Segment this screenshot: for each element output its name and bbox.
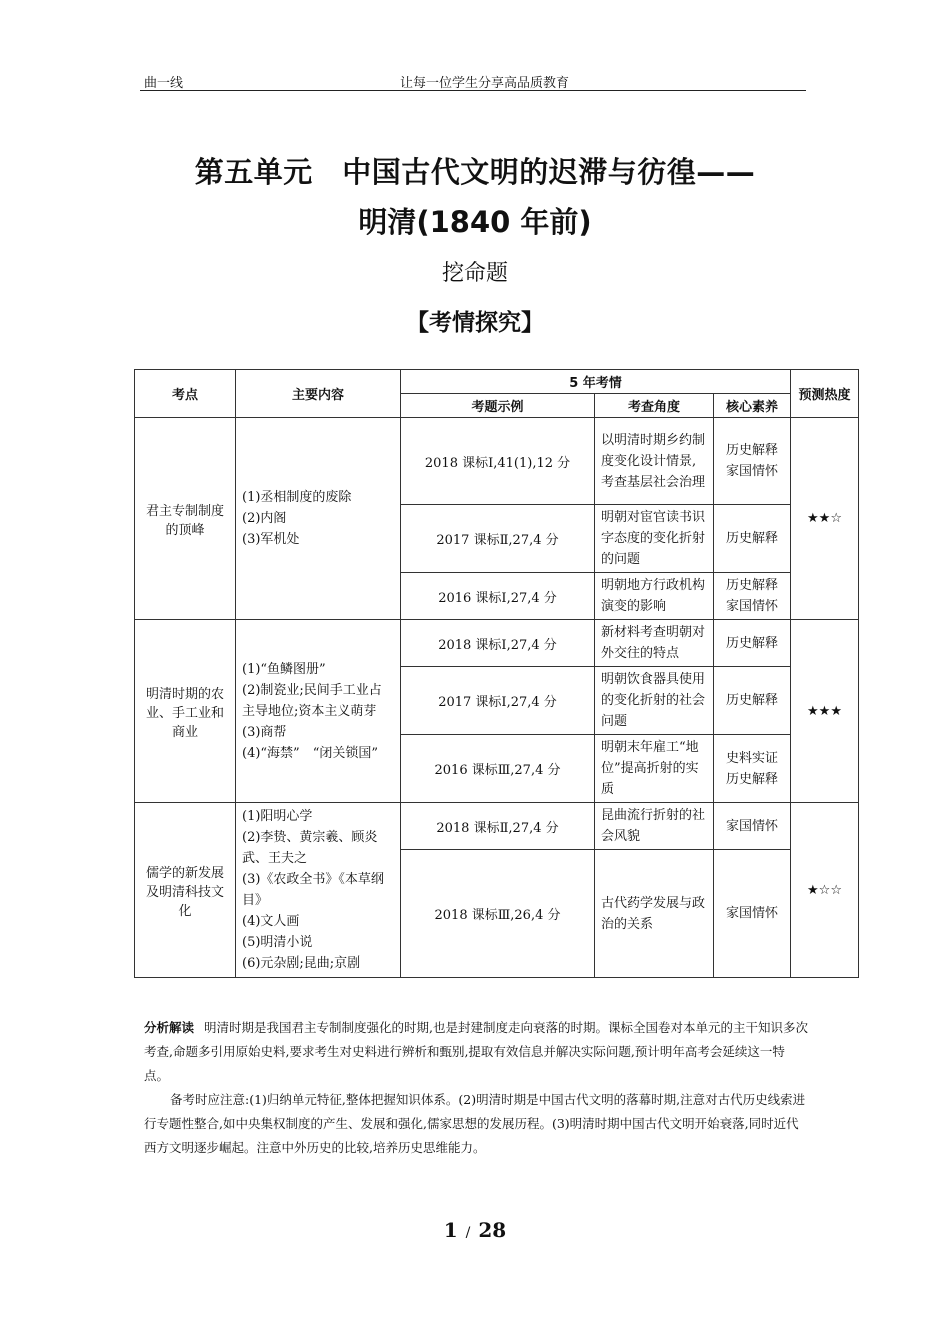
exam-angle: 明朝饮食器具使用的变化折射的社会问题 bbox=[595, 667, 714, 735]
exam-angle: 新材料考查明朝对外交往的特点 bbox=[595, 620, 714, 667]
core-literacy: 家国情怀 bbox=[714, 803, 791, 850]
main-content bbox=[236, 620, 401, 803]
content-item: (4)文人画 bbox=[242, 914, 300, 929]
heat-rating: ★★☆ bbox=[791, 418, 859, 620]
content-item: (1)“鱼鳞图册” bbox=[242, 661, 326, 677]
analysis-paragraph-1 bbox=[144, 1016, 808, 1088]
unit-subtitle: 明清(1840 年前) bbox=[358, 205, 592, 239]
header-slogan: 让每一位学生分享高品质教育 bbox=[400, 76, 570, 91]
core-literacy: 历史解释 家国情怀 bbox=[714, 418, 791, 505]
content-item: (3)军机处 bbox=[242, 532, 300, 547]
exam-example: 2017 课标Ⅰ,27,4 分 bbox=[401, 667, 595, 735]
analysis-paragraph-2: 备考时应注意:(1)归纳单元特征,整体把握知识体系。(2)明清时期是中国古代文明的落幕时期,注意对古代历史线索进行专题性整合,如中央集权制度的产生、发展和强化,儒家思想的发展历程。(3)明清时期中国古代文明开始衰落,同时近代西方文明逐步崛起。注意中外历史的比较,培养历史思维能力。 bbox=[144, 1092, 806, 1155]
exam-point: 儒学的新发展及明清科技文化 bbox=[135, 803, 236, 978]
main-content bbox=[236, 803, 401, 978]
content-item: (2)制瓷业;民间手工业占主导地位;资本主义萌芽 bbox=[242, 682, 382, 719]
exam-angle: 古代药学发展与政治的关系 bbox=[595, 850, 714, 978]
core-literacy: 史料实证 历史解释 bbox=[714, 735, 791, 803]
header-core: 核心素养 bbox=[714, 394, 791, 418]
exam-example: 2016 课标Ⅰ,27,4 分 bbox=[401, 573, 595, 620]
main-content bbox=[236, 418, 401, 620]
header-example: 考题示例 bbox=[401, 394, 595, 418]
heat-rating: ★★★ bbox=[791, 620, 859, 803]
exam-example: 2018 课标Ⅱ,27,4 分 bbox=[401, 803, 595, 850]
header-angle: 考查角度 bbox=[595, 394, 714, 418]
content-item: (4)“海禁” “闭关锁国” bbox=[242, 745, 378, 761]
content-item: (2)内阁 bbox=[242, 511, 287, 526]
header-heat: 预测热度 bbox=[791, 370, 859, 418]
content-item: (1)阳明心学 bbox=[242, 809, 313, 824]
page-separator: / bbox=[465, 1225, 471, 1241]
section-subheading: 【考情探究】 bbox=[406, 310, 544, 336]
content-item: (6)元杂剧;昆曲;京剧 bbox=[242, 956, 361, 971]
exam-example: 2016 课标Ⅲ,27,4 分 bbox=[401, 735, 595, 803]
page-current: 1 bbox=[443, 1218, 458, 1242]
exam-example: 2017 课标Ⅱ,27,4 分 bbox=[401, 505, 595, 573]
core-literacy: 历史解释 bbox=[714, 505, 791, 573]
heat-rating: ★☆☆ bbox=[791, 803, 859, 978]
exam-angle: 以明清时期乡约制度变化设计情景,考查基层社会治理 bbox=[595, 418, 714, 505]
content-item: (5)明清小说 bbox=[242, 935, 313, 950]
exam-angle: 明朝地方行政机构演变的影响 bbox=[595, 573, 714, 620]
header-point: 考点 bbox=[135, 370, 236, 418]
exam-analysis-table bbox=[134, 369, 859, 978]
header-content: 主要内容 bbox=[236, 370, 401, 418]
core-literacy: 家国情怀 bbox=[714, 850, 791, 978]
exam-angle: 昆曲流行折射的社会风貌 bbox=[595, 803, 714, 850]
content-item: (2)李贽、黄宗羲、顾炎武、王夫之 bbox=[242, 830, 378, 866]
exam-example: 2018 课标Ⅰ,41(1),12 分 bbox=[401, 418, 595, 505]
page-total: 28 bbox=[478, 1218, 507, 1242]
section-heading: 挖命题 bbox=[441, 261, 508, 286]
core-literacy: 历史解释 家国情怀 bbox=[714, 573, 791, 620]
exam-example: 2018 课标Ⅲ,26,4 分 bbox=[401, 850, 595, 978]
exam-example: 2018 课标Ⅰ,27,4 分 bbox=[401, 620, 595, 667]
content-item: (3)商帮 bbox=[242, 724, 287, 740]
header-divider bbox=[140, 90, 806, 91]
header-brand: 曲一线 bbox=[144, 76, 184, 91]
page-indicator bbox=[0, 1218, 950, 1242]
unit-title: 第五单元 中国古代文明的迟滞与彷徨—— bbox=[194, 155, 756, 189]
core-literacy: 历史解释 bbox=[714, 667, 791, 735]
content-item: (1)丞相制度的废除 bbox=[242, 490, 352, 505]
exam-angle: 明朝末年雇工“地位”提高折射的实质 bbox=[595, 735, 714, 803]
core-literacy: 历史解释 bbox=[714, 620, 791, 667]
content-item: (3)《农政全书》《本草纲目》 bbox=[242, 872, 384, 908]
exam-point: 君主专制制度的顶峰 bbox=[135, 418, 236, 620]
analysis-text: 明清时期是我国君主专制制度强化的时期,也是封建制度走向衰落的时期。课标全国卷对本单元的主干知识多次考查,命题多引用原始史料,要求考生对史料进行辨析和甄别,提取有效信息并解决实际问题,预计明年高考会延续这一特点。 bbox=[144, 1020, 808, 1083]
exam-angle: 明朝对宦官读书识字态度的变化折射的问题 bbox=[595, 505, 714, 573]
header-five-year: 5 年考情 bbox=[401, 370, 791, 394]
analysis-label: 分析解读 bbox=[144, 1020, 195, 1035]
exam-point: 明清时期的农业、手工业和商业 bbox=[135, 620, 236, 803]
